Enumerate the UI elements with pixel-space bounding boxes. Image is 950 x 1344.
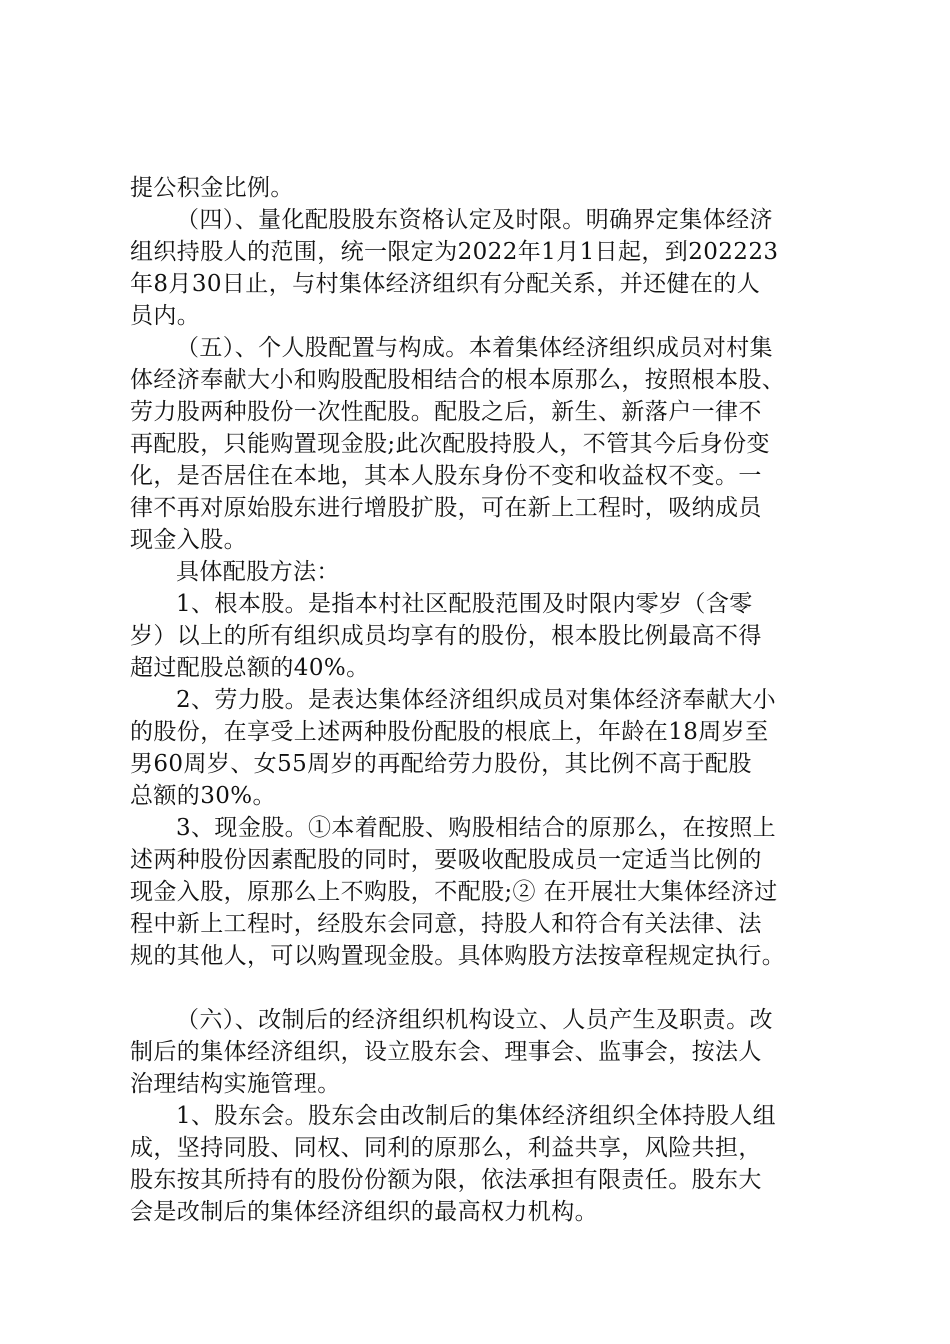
text-line: 现金入股。 <box>130 527 247 553</box>
text-line: 律不再对原始股东进行增股扩股，可在新上工程时，吸纳成员 <box>130 495 762 521</box>
text-line: 劳力股两种股份一次性配股。配股之后，新生、新落户一律不 <box>130 399 762 425</box>
text-line: 1、根本股。是指本村社区配股范围及时限内零岁（含零 <box>176 591 753 617</box>
text-line: 再配股，只能购置现金股;此次配股持股人，不管其今后身份变 <box>130 431 770 457</box>
text-line: 规的其他人，可以购置现金股。具体购股方法按章程规定执行。 <box>130 943 786 969</box>
text-line: 会是改制后的集体经济组织的最高权力机构。 <box>130 1199 598 1225</box>
text-line: 超过配股总额的40%。 <box>130 655 370 681</box>
text-line: 男60周岁、女55周岁的再配给劳力股份，其比例不高于配股 <box>130 751 752 777</box>
text-line: 年8月30日止，与村集体经济组织有分配关系，并还健在的人 <box>130 271 761 297</box>
text-line: 治理结构实施管理。 <box>130 1071 341 1097</box>
text-line: 成，坚持同股、同权、同利的原那么，利益共享，风险共担， <box>130 1135 762 1161</box>
text-line: （五）、个人股配置与构成。本着集体经济组织成员对村集 <box>176 335 773 361</box>
text-line: （四）、量化配股股东资格认定及时限。明确界定集体经济 <box>176 207 773 233</box>
text-line: 体经济奉献大小和购股配股相结合的根本原那么，按照根本股、 <box>130 367 786 393</box>
text-line: 现金入股，原那么上不购股，不配股;② 在开展壮大集体经济过 <box>130 879 778 905</box>
text-line: 1、股东会。股东会由改制后的集体经济组织全体持股人组 <box>176 1103 777 1129</box>
text-line: 提公积金比例。 <box>130 175 294 201</box>
text-line: 股东按其所持有的股份份额为限，依法承担有限责任。股东大 <box>130 1167 762 1193</box>
text-line: 岁）以上的所有组织成员均享有的股份，根本股比例最高不得 <box>130 623 762 649</box>
text-line: 3、现金股。①本着配股、购股相结合的原那么，在按照上 <box>176 815 777 841</box>
text-line: 员内。 <box>130 303 201 329</box>
text-line: 化，是否居住在本地，其本人股东身份不变和收益权不变。一 <box>130 463 762 489</box>
text-line: 总额的30%。 <box>130 783 276 809</box>
text-line: 2、劳力股。是表达集体经济组织成员对集体经济奉献大小 <box>176 687 777 713</box>
text-line: 的股份，在享受上述两种股份配股的根底上，年龄在18周岁至 <box>130 719 769 745</box>
text-line: 程中新上工程时，经股东会同意，持股人和符合有关法律、法 <box>130 911 762 937</box>
text-line: （六）、改制后的经济组织机构设立、人员产生及职责。改 <box>176 1007 773 1033</box>
text-line: 制后的集体经济组织，设立股东会、理事会、监事会，按法人 <box>130 1039 762 1065</box>
text-line: 具体配股方法： <box>176 559 340 585</box>
text-line: 述两种股份因素配股的同时，要吸收配股成员一定适当比例的 <box>130 847 762 873</box>
text-line: 组织持股人的范围，统一限定为2022年1月1日起，到202223 <box>130 239 779 265</box>
